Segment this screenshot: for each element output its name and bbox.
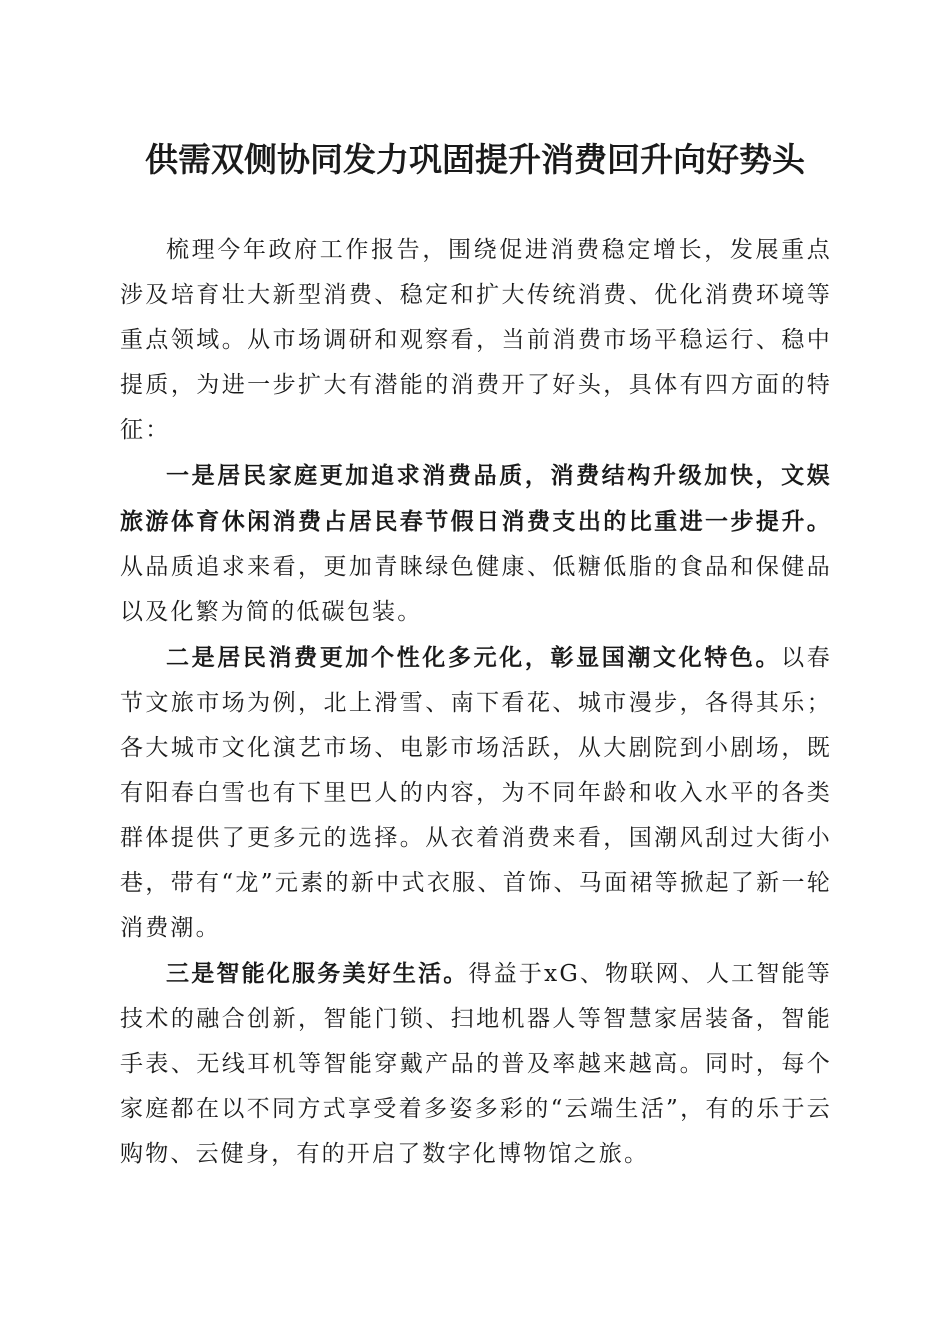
paragraph-lead: 一是居民家庭更加追求消费品质，消费结构升级加快，文娱旅游体育休闲消费占居民春节假日消费支出的比重进一步提升。 [120,462,832,535]
document-title: 供需双侧协同发力巩固提升消费回升向好势头 [145,140,805,179]
paragraph-intro [120,228,832,453]
paragraph-point-three [120,951,832,1177]
document-body [120,228,832,1177]
paragraph-point-one [120,453,832,635]
paragraph-lead: 三是智能化服务美好生活。 [166,960,469,987]
paragraph-lead: 二是居民消费更加个性化多元化，彰显国潮文化特色。 [166,644,782,671]
paragraph-point-two [120,635,832,951]
paragraph-text: 从品质追求来看，更加青睐绿色健康、低糖低脂的食品和保健品以及化繁为简的低碳包装。 [120,554,832,625]
paragraph-text: 梳理今年政府工作报告，围绕促进消费稳定增长，发展重点涉及培育壮大新型消费、稳定和扩大传统消费、优化消费环境等重点领域。从市场调研和观察看，当前消费市场平稳运行、稳中提质，为进一步扩大有潜能的消费开了好头，具体有四方面的特征： [120,237,832,443]
paragraph-text: 得益于xG、物联网、人工智能等技术的融合创新，智能门锁、扫地机器人等智慧家居装备，智能手表、无线耳机等智能穿戴产品的普及率越来越高。同时，每个家庭都在以不同方式享受着多姿多彩的“云端生活”，有的乐于云购物、云健身，有的开启了数字化博物馆之旅。 [120,961,832,1167]
paragraph-text: 以春节文旅市场为例，北上滑雪、南下看花、城市漫步，各得其乐；各大城市文化演艺市场、电影市场活跃，从大剧院到小剧场，既有阳春白雪也有下里巴人的内容，为不同年龄和收入水平的各类群体提供了更多元的选择。从衣着消费来看，国潮风刮过大街小巷，带有“龙”元素的新中式衣服、首饰、马面裙等掀起了新一轮消费潮。 [120,645,832,941]
